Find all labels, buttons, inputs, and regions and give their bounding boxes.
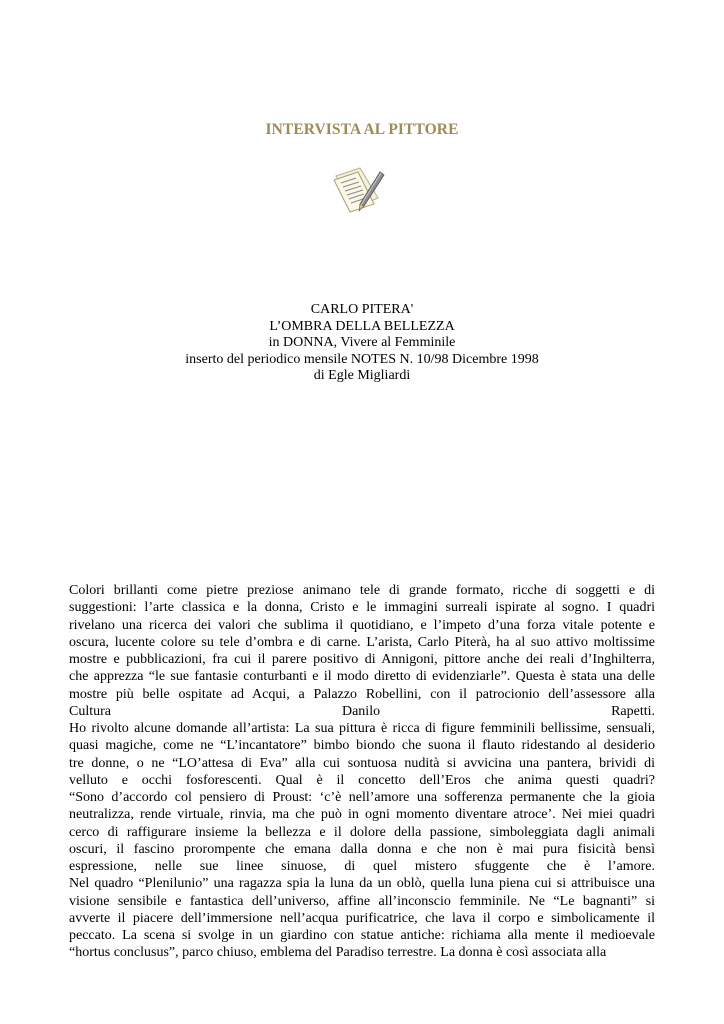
- body-line: peccato. La scena si svolge in un giardino con statue antiche: richiama alla mente il medioevale: [69, 928, 655, 943]
- body-line: mostre e pubblicazioni, fra cui il parere positivo di Annigoni, pittore anche dei reali d’Inghilterra,: [69, 652, 655, 667]
- page-title: INTERVISTA AL PITTORE: [265, 121, 459, 138]
- body-line: quasi magiche, come ne “L’incantatore” bimbo biondo che suona il flauto ridestando al desiderio: [69, 738, 655, 754]
- publication-details: inserto del periodico mensile NOTES N. 10/98 Dicembre 1998: [185, 351, 539, 367]
- body-line: oscura, lucente colore su tele d’ombra e di carne. L’arista, Carlo Piterà, ha al suo attivo moltissime: [69, 634, 655, 650]
- body-line: suggestioni: l’arte classica e la donna, Cristo e le immagini surreali ispirate al sogno. I quadri: [69, 600, 655, 616]
- body-line: espressione, nelle sue linee sinuose, di quel mistero sfuggente che è l’amore.: [69, 859, 655, 874]
- publication-name: in DONNA, Vivere al Femminile: [268, 335, 456, 351]
- body-line: Cultura Danilo Rapetti.: [69, 703, 655, 719]
- body-line: rivelano una ricerca dei valori che sublima il quotidiano, e l’impeto d’una forza vitale potente e: [69, 617, 655, 633]
- body-line: cerco di raffigurare insieme la bellezza e il dolore della passione, simboleggiata dagli animali: [69, 824, 655, 840]
- body-line: Ho rivolto alcune domande all’artista: La sua pittura è ricca di figure femminili bellissime, sensuali,: [69, 721, 655, 736]
- body-line: Nel quadro “Plenilunio” una ragazza spia la luna da un oblò, quella luna piena cui si attribuisce una: [69, 876, 655, 892]
- body-line: neutralizza, rende virtuale, rinvia, ma che può in ogni momento diventare atroce’. Nei miei quadri: [69, 807, 655, 823]
- body-line: Colori brillanti come pietre preziose animano tele di grande formato, ricche di soggetti e di: [69, 583, 655, 598]
- body-line: oscuri, il fascino prorompente che emana dalla donna e che non è mai pura fisicità bensì: [69, 841, 655, 857]
- body-line: “Sono d’accordo col pensiero di Proust: ‘c’è nell’amore una sofferenza permanente che la gioia: [69, 790, 655, 805]
- body-line: “hortus conclusus”, parco chiuso, emblema del Paradiso terrestre. La donna è così associata alla: [69, 945, 607, 961]
- body-line: visione sensibile e fantastica dell’universo, affine all’inconscio femminile. Ne “Le bagnanti” si: [69, 893, 655, 909]
- body-line: che apprezza “le sue fantasie conturbanti e il modo diretto di evidenziarle”. Questa è stata una delle: [69, 669, 655, 685]
- document-with-pen-icon: [330, 160, 388, 218]
- article-header: [0, 302, 724, 385]
- article-body: [69, 582, 655, 962]
- body-line: mostre più belle ospitate ad Acqui, a Palazzo Robellini, con il patrocionio dell’assessore alla: [69, 686, 655, 702]
- body-line: tre donne, o ne “LO’attesa di Eva” alla cui sontuosa nudità si avvicina una pantera, brividi di: [69, 755, 655, 771]
- artist-name: CARLO PITERA': [310, 302, 414, 317]
- article-title: L’OMBRA DELLA BELLEZZA: [269, 318, 455, 334]
- body-line: avverte il piacere dell’immersione nell’acqua purificatrice, che lava il corpo e simbolicamente il: [69, 910, 655, 926]
- body-line: velluto e occhi fosforescenti. Qual è il concetto dell’Eros che anima questi quadri?: [69, 772, 655, 788]
- author-byline: di Egle Migliardi: [313, 368, 411, 384]
